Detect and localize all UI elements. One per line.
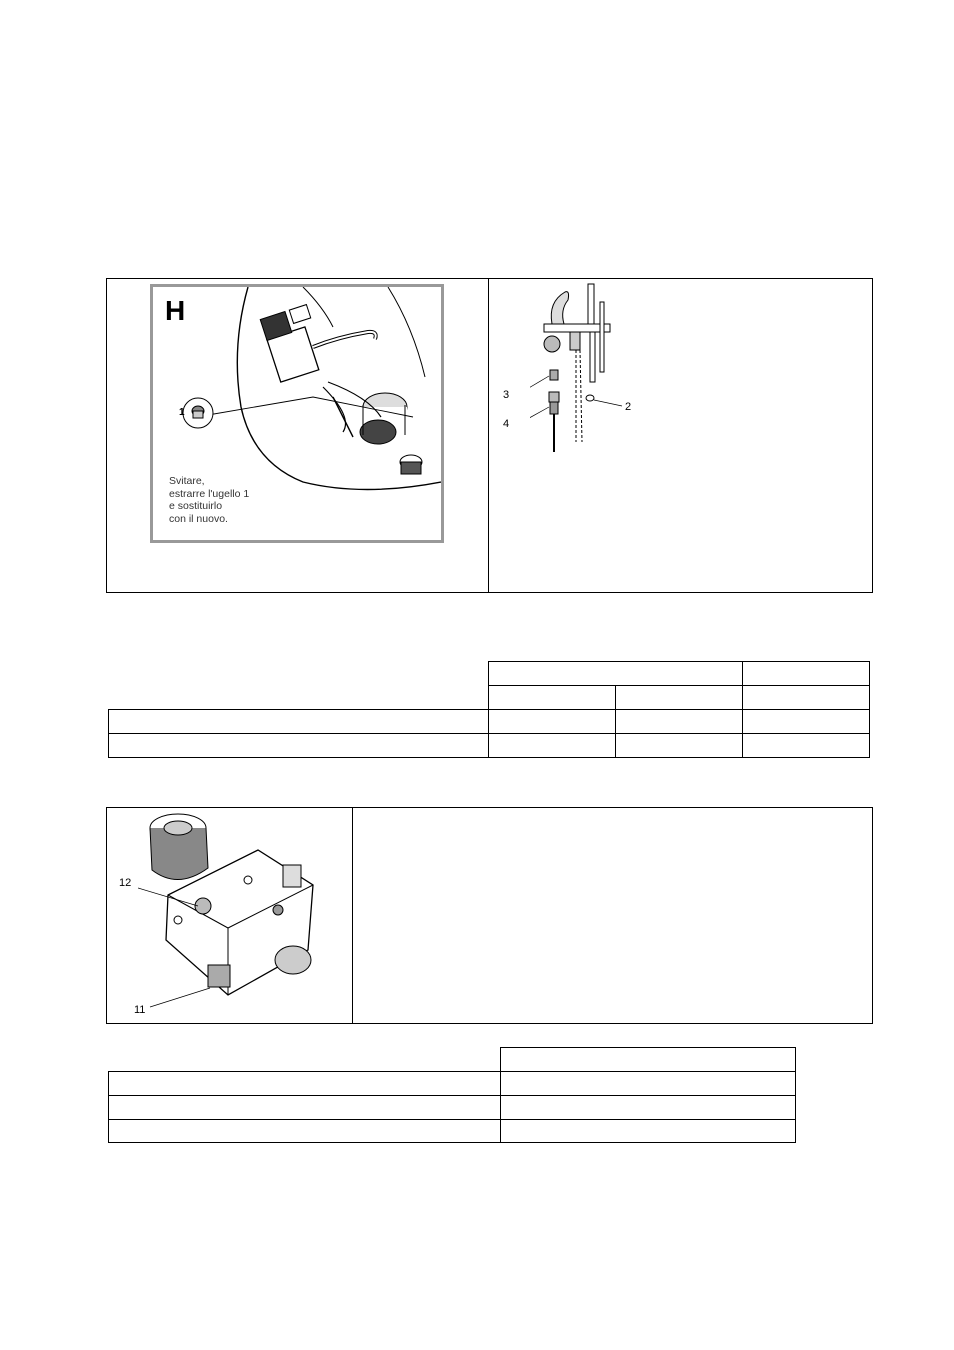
table-cell	[742, 709, 870, 734]
table-cell	[615, 685, 743, 710]
table-cell	[488, 661, 743, 686]
table-cell	[500, 1095, 796, 1120]
table-cell	[488, 685, 616, 710]
table-cell	[615, 733, 743, 758]
callout-12-label: 12	[119, 877, 132, 889]
table-cell	[108, 709, 489, 734]
callout-1-label: 1	[179, 407, 185, 418]
caption-line: estrarre l'ugello 1	[169, 487, 250, 500]
figure-letter: H	[165, 295, 186, 326]
caption-line: con il nuovo.	[169, 512, 228, 525]
table-cell	[500, 1047, 796, 1072]
gas-valve-illustration	[138, 810, 338, 1010]
callout-3-label: 3	[503, 389, 510, 401]
callout-4-label: 4	[503, 418, 510, 430]
table-cell	[488, 733, 616, 758]
table-cell	[615, 709, 743, 734]
table-cell	[742, 685, 870, 710]
table-cell	[108, 1119, 501, 1143]
table-cell	[488, 709, 616, 734]
caption-line: Svitare,	[169, 475, 205, 487]
table-cell	[108, 733, 489, 758]
table-cell	[108, 1095, 501, 1120]
pilot-assembly-illustration	[530, 282, 640, 457]
table-cell	[742, 661, 870, 686]
figure-h-caption	[169, 475, 249, 525]
figure-box-valve-divider	[352, 807, 353, 1024]
figure-box-top-divider	[488, 278, 489, 593]
caption-line: e sostituirlo	[169, 500, 223, 512]
table-cell	[742, 733, 870, 758]
table-cell	[500, 1071, 796, 1096]
callout-2-label: 2	[625, 401, 632, 413]
callout-11-label: 11	[134, 1004, 146, 1016]
figure-h-panel	[150, 284, 444, 543]
table-cell	[500, 1119, 796, 1143]
table-cell	[108, 1071, 501, 1096]
